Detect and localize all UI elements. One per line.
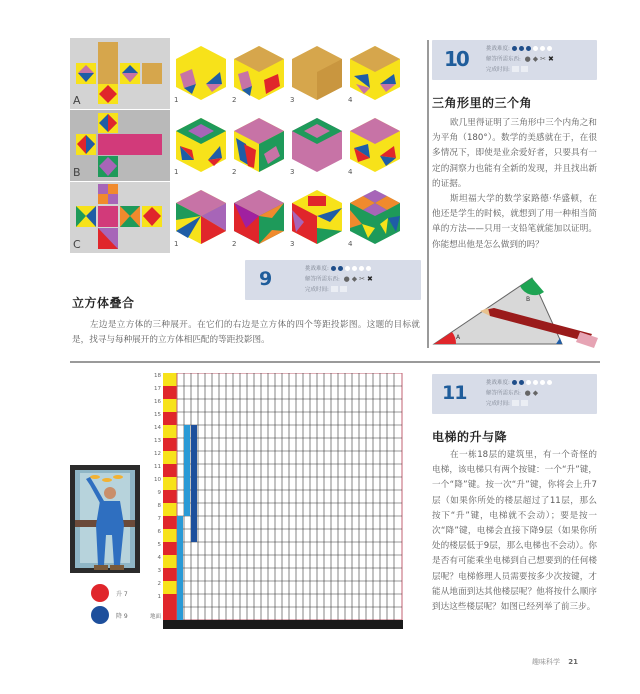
step-3-down <box>191 425 197 542</box>
column-divider <box>427 40 429 348</box>
iso-number: 1 <box>174 96 179 104</box>
floor-label: 3 <box>157 568 161 574</box>
time-label: 完成时间: <box>486 66 510 73</box>
tools-label: 解答所需东西: <box>486 390 521 397</box>
floor-label: 9 <box>157 490 161 496</box>
elevator-repairman-illustration <box>70 465 140 577</box>
net-c <box>70 182 170 253</box>
badge-info <box>486 378 554 409</box>
puzzle-10-paragraph-1: 欧几里得证明了三角形中三个内角之和为平角（180°）。数学的美感就在于，在很多情况下，即使是业余爱好者，只要具有一定的洞察力也能有全新的发现，并且找出新的证据。 <box>432 118 597 189</box>
down-button-legend-icon <box>91 606 109 624</box>
down-legend-label: 降 9 <box>116 613 128 620</box>
difficulty-dot-filled <box>331 266 336 271</box>
net-label: A <box>73 94 81 107</box>
difficulty-dot-empty <box>526 380 531 385</box>
floor-label: 10 <box>154 477 161 483</box>
puzzle-number: 11 <box>442 382 467 404</box>
floor-label: 1 <box>157 594 161 600</box>
iso-number: 4 <box>348 240 353 248</box>
difficulty-dot-empty <box>352 266 357 271</box>
step-1-up <box>177 516 183 620</box>
puzzle-10-title: 三角形里的三个角 <box>432 96 533 110</box>
iso-number: 3 <box>290 96 295 104</box>
tools-label: 解答所需东西: <box>305 276 340 283</box>
net-label: C <box>73 238 81 251</box>
time-box <box>521 66 528 72</box>
floor-label: 14 <box>154 425 161 431</box>
difficulty-label: 挑战难度: <box>305 266 329 272</box>
iso-number: 3 <box>290 240 295 248</box>
tools-icon: ✖ <box>547 55 554 63</box>
difficulty-dot-filled <box>519 46 524 51</box>
difficulty-row <box>486 44 554 54</box>
difficulty-dot-empty <box>547 46 552 51</box>
puzzle-10-paragraph-2: 斯坦福大学的数学家路德·华盛顿，在他还是学生的时候，就想到了用一种相当简单的方法——只用一支铅笔就能加以证明。你能想出他是怎么做到的吗？ <box>432 194 597 250</box>
difficulty-dot-filled <box>512 380 517 385</box>
tools-label: 解答所需东西: <box>486 56 521 63</box>
up-legend-label: 升 7 <box>116 591 128 598</box>
difficulty-dot-filled <box>519 380 524 385</box>
net-label: B <box>73 166 81 179</box>
difficulty-label: 挑战难度: <box>486 380 510 386</box>
tools-row <box>486 54 554 65</box>
step-2-up <box>184 425 190 516</box>
iso-number: 1 <box>174 240 179 248</box>
iso-number: 4 <box>348 168 353 176</box>
puzzle-number: 9 <box>259 268 273 290</box>
puzzle-11-text: 在一栋18层的建筑里，有一个奇怪的电梯，该电梯只有两个按键：一个“升”键，一个“降”键。按一次“升”键，你将会上升7层（如果你所处的楼层超过了11层，那么按下“升”键，电梯就不会动）；要是按一次“降”键，电梯会直接下降9层（如果你所处的楼层低于9层，那么电梯也不会动）。你是否有可能乘坐电梯到自己想要到的任何楼层呢？电梯修理人员需要按多少次按键，才能从地面到达其他楼层呢？他将按什么顺序到达这些楼层呢？如图已经列举了前三步。 <box>432 450 597 613</box>
badge-info <box>305 264 373 295</box>
cube-nets-panel <box>70 38 170 252</box>
difficulty-dot-filled <box>526 46 531 51</box>
net-b <box>70 110 170 181</box>
iso-cube-a4 <box>348 44 402 102</box>
floor-label: 15 <box>154 412 161 418</box>
time-row <box>305 285 373 295</box>
iso-number: 2 <box>232 168 237 176</box>
tools-icon: ✖ <box>366 275 373 283</box>
section-divider <box>70 361 600 363</box>
time-row <box>486 399 554 409</box>
tools-row <box>305 274 373 285</box>
time-box <box>512 66 519 72</box>
floor-label: 4 <box>157 555 161 561</box>
floor-label: 7 <box>157 516 161 522</box>
floor-label: 17 <box>154 386 161 392</box>
iso-cube-a3 <box>290 44 344 102</box>
iso-number: 3 <box>290 168 295 176</box>
time-label: 完成时间: <box>305 286 329 293</box>
floor-label: 18 <box>154 373 161 379</box>
brain-icon: ● <box>343 275 350 283</box>
elevator-floor-grid <box>163 373 403 629</box>
floor-label: 12 <box>154 451 161 457</box>
floor-label: 16 <box>154 399 161 405</box>
iso-cube-a1 <box>174 44 228 102</box>
iso-row-c <box>172 182 422 253</box>
time-box <box>340 286 347 292</box>
floor-label: 13 <box>154 438 161 444</box>
iso-cube-c4 <box>348 188 402 246</box>
iso-cube-c3 <box>290 188 344 246</box>
time-box <box>521 400 528 406</box>
iso-row-a <box>172 38 422 109</box>
eraser-icon: ◆ <box>351 275 358 283</box>
puzzle-9-text: 左边是立方体的三种展开。在它们的右边是立方体的四个等距投影图。这题的目标就是，找寻与每种展开的立方体相匹配的等距投影图。 <box>72 320 420 346</box>
difficulty-row <box>486 378 554 388</box>
eraser-icon: ◆ <box>532 389 539 397</box>
iso-cube-c1 <box>174 188 228 246</box>
net-c-graphic <box>70 182 170 253</box>
time-label: 完成时间: <box>486 400 510 407</box>
footer <box>532 657 578 667</box>
floor-label-ground: 地面 <box>149 614 161 620</box>
iso-number: 1 <box>174 168 179 176</box>
badge-info <box>486 44 554 75</box>
puzzle-11-title: 电梯的升与降 <box>432 430 508 444</box>
net-a <box>70 38 170 109</box>
floor-label: 5 <box>157 542 161 548</box>
difficulty-row <box>305 264 373 274</box>
magazine-name: 趣味科学 <box>532 658 560 666</box>
floor-label: 2 <box>157 581 161 587</box>
iso-cube-b3 <box>290 116 344 174</box>
iso-cube-b1 <box>174 116 228 174</box>
difficulty-dot-empty <box>540 46 545 51</box>
eraser-icon: ◆ <box>532 55 539 63</box>
brain-icon: ● <box>524 55 531 63</box>
difficulty-dot-empty <box>366 266 371 271</box>
difficulty-dot-empty <box>533 380 538 385</box>
puzzle-11-badge <box>432 374 597 414</box>
iso-number: 4 <box>348 96 353 104</box>
difficulty-dot-empty <box>540 380 545 385</box>
puzzle-10-badge <box>432 40 597 80</box>
difficulty-dot-filled <box>512 46 517 51</box>
net-b-graphic <box>70 110 170 181</box>
iso-cube-c2 <box>232 188 286 246</box>
puzzle-9-badge <box>245 260 421 300</box>
iso-number: 2 <box>232 240 237 248</box>
tools-row <box>486 388 554 399</box>
difficulty-dot-empty <box>533 46 538 51</box>
difficulty-dot-empty <box>345 266 350 271</box>
time-box <box>331 286 338 292</box>
puzzle-number: 10 <box>444 47 468 71</box>
iso-row-b <box>172 110 422 181</box>
time-row <box>486 65 554 75</box>
time-box <box>512 400 519 406</box>
net-a-graphic <box>70 38 170 109</box>
floor-label: 11 <box>154 464 161 470</box>
difficulty-label: 挑战难度: <box>486 46 510 52</box>
floor-label: 6 <box>157 529 161 535</box>
iso-cube-b2 <box>232 116 286 174</box>
scissors-icon: ✂ <box>359 275 365 283</box>
floor-label: 8 <box>157 503 161 509</box>
difficulty-dot-empty <box>547 380 552 385</box>
ground-bar <box>163 620 403 629</box>
up-button-legend-icon <box>91 584 109 602</box>
difficulty-dot-filled <box>338 266 343 271</box>
difficulty-dot-empty <box>359 266 364 271</box>
brain-icon: ● <box>524 389 531 397</box>
scissors-icon: ✂ <box>540 55 546 63</box>
floor-column <box>163 373 177 620</box>
iso-cube-b4 <box>348 116 402 174</box>
page-number: 21 <box>568 658 578 666</box>
iso-cube-a2 <box>232 44 286 102</box>
angle-a-label: A <box>456 334 461 341</box>
iso-number: 2 <box>232 96 237 104</box>
triangle-pencil-illustration <box>432 270 602 348</box>
angle-b-label: B <box>526 296 531 303</box>
puzzle-9-title: 立方体叠合 <box>72 296 135 310</box>
